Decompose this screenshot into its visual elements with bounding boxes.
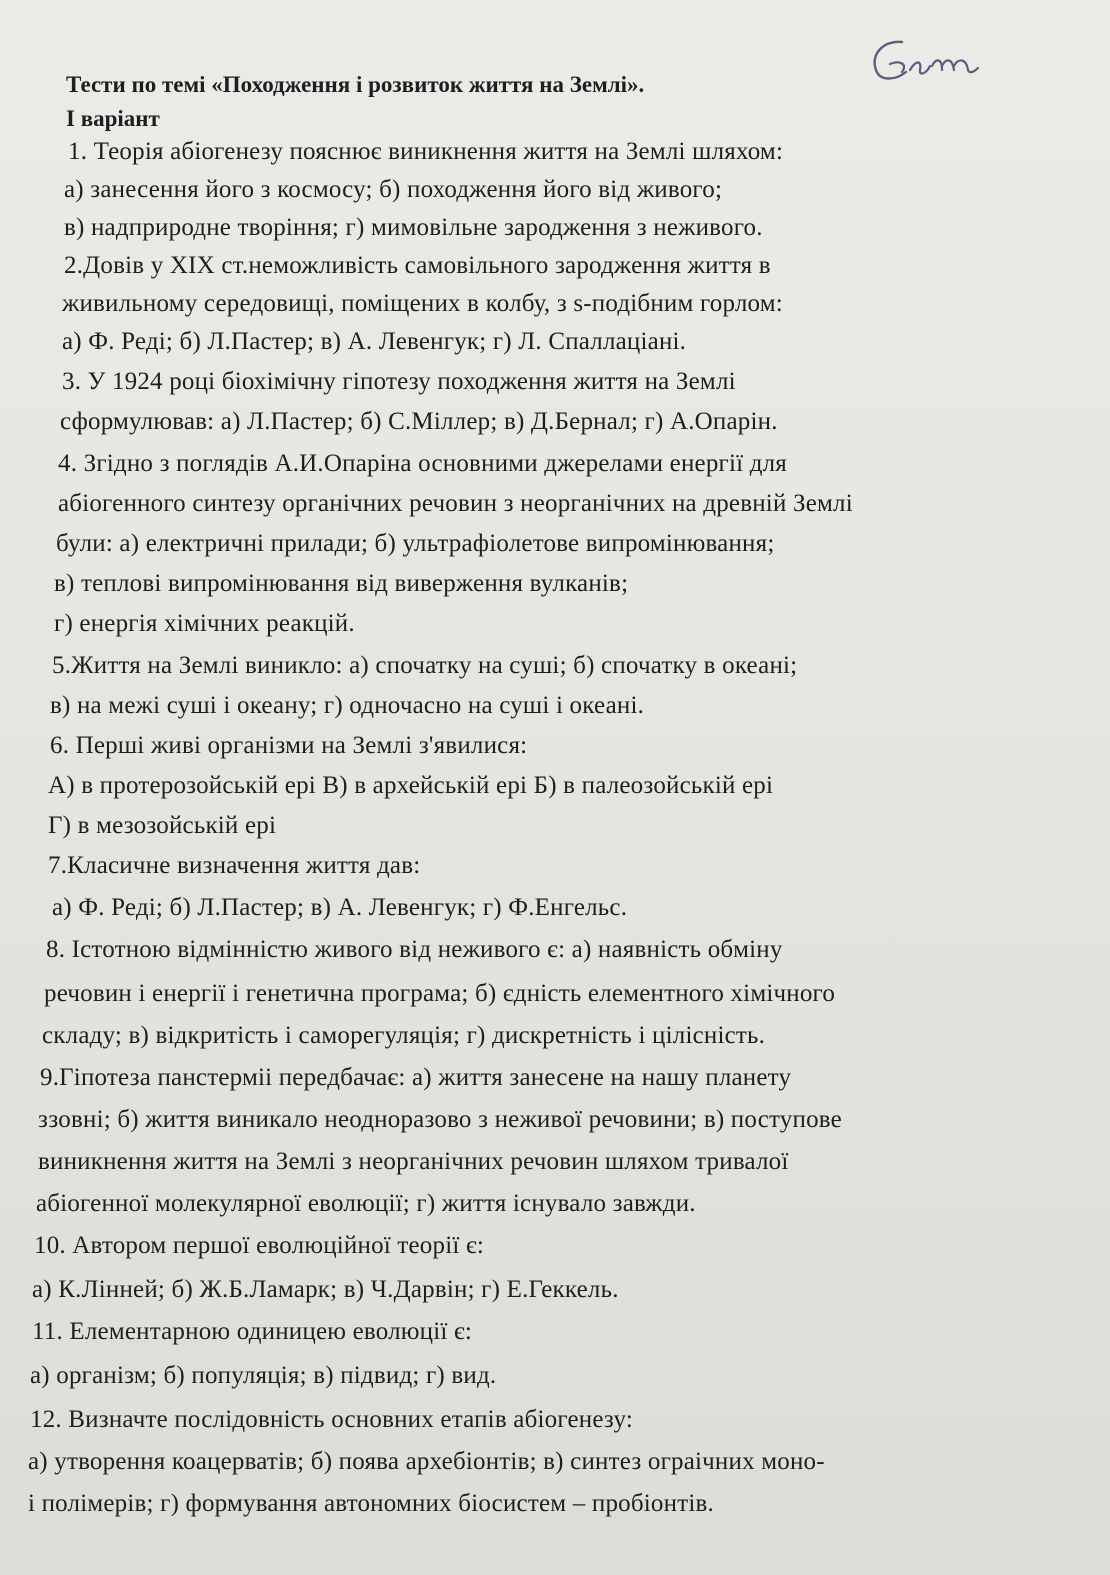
question-text-line: сформулював: а) Л.Пастер; б) С.Міллер; в) Д.Бернал; г) А.Опарін. bbox=[60, 408, 778, 435]
question-text-line: живильному середовищі, поміщених в колбу, з s-подібним горлом: bbox=[62, 290, 783, 317]
question-text-line: 5.Життя на Землі виникло: а) спочатку на суші; б) спочатку в океані; bbox=[52, 652, 798, 679]
question-text-line: 12. Визначте послідовність основних етапів абіогенезу: bbox=[30, 1406, 633, 1433]
question-text-line: 1. Теорія абіогенезу пояснює виникнення життя на Землі шляхом: bbox=[68, 138, 784, 165]
question-text-line: а) К.Лінней; б) Ж.Б.Ламарк; в) Ч.Дарвін; г) Е.Геккель. bbox=[32, 1276, 619, 1303]
question-text-line: складу; в) відкритість і саморегуляція; г) дискретність і цілісність. bbox=[42, 1022, 766, 1049]
question-text-line: абіогенного синтезу органічних речовин з неорганічних на древній Землі bbox=[58, 490, 853, 517]
question-text-line: абіогенної молекулярної еволюції; г) життя існувало завжди. bbox=[36, 1190, 696, 1217]
question-text-line: а) організм; б) популяція; в) підвид; г) вид. bbox=[30, 1362, 497, 1389]
question-text-line: а) утворення коацерватів; б) поява архебіонтів; в) синтез ограічних моно- bbox=[28, 1448, 825, 1475]
question-text-line: 7.Класичне визначення життя дав: bbox=[48, 852, 421, 879]
question-text-line: в) теплові випромінювання від виверження вулканів; bbox=[54, 570, 629, 597]
question-text-line: 8. Істотною відмінністю живого від неживого є: а) наявність обміну bbox=[46, 936, 783, 963]
question-text-line: 3. У 1924 році біохімічну гіпотезу походження життя на Землі bbox=[62, 368, 736, 395]
question-text-line: в) надприродне творіння; г) мимовільне зародження з неживого. bbox=[64, 214, 763, 241]
question-text-line: речовин і енергії і генетична програма; б) єдність елементного хімічного bbox=[44, 980, 836, 1007]
question-text-line: а) занесення його з космосу; б) походження його від живого; bbox=[64, 176, 723, 203]
handwritten-signature bbox=[862, 30, 992, 90]
test-variant: І варіант bbox=[66, 106, 160, 131]
question-text-line: і полімерів; г) формування автономних біосистем – пробіонтів. bbox=[28, 1490, 714, 1517]
question-text-line: 2.Довів у XIX ст.неможливість самовільного зародження життя в bbox=[64, 252, 771, 279]
question-text-line: А) в протерозойській ері В) в архейській ері Б) в палеозойській ері bbox=[48, 772, 774, 799]
question-text-line: ззовні; б) життя виникало неодноразово з неживої речовини; в) поступове bbox=[38, 1106, 842, 1133]
question-text-line: 9.Гіпотеза панстерміі передбачає: а) життя занесене на нашу планету bbox=[40, 1064, 792, 1091]
question-text-line: були: а) електричні прилади; б) ультрафіолетове випромінювання; bbox=[56, 530, 775, 557]
question-text-line: 10. Автором першої еволюційної теорії є: bbox=[34, 1232, 485, 1259]
test-title: Тести по темі «Походження і розвиток життя на Землі». bbox=[66, 72, 645, 97]
question-text-line: а) Ф. Реді; б) Л.Пастер; в) А. Левенгук; г) Ф.Енгельс. bbox=[52, 894, 628, 921]
question-text-line: а) Ф. Реді; б) Л.Пастер; в) А. Левенгук; г) Л. Спаллаціані. bbox=[62, 328, 687, 355]
question-text-line: 4. Згідно з поглядів А.И.Опаріна основними джерелами енергії для bbox=[58, 450, 788, 477]
question-text-line: 6. Перші живі організми на Землі з'явилися: bbox=[50, 732, 528, 759]
question-text-line: в) на межі суші і океану; г) одночасно на суші і океані. bbox=[50, 692, 645, 719]
question-text-line: Г) в мезозойській ері bbox=[48, 812, 277, 839]
question-text-line: виникнення життя на Землі з неорганічних речовин шляхом тривалої bbox=[38, 1148, 789, 1175]
question-text-line: г) енергія хімічних реакцій. bbox=[54, 610, 355, 637]
question-text-line: 11. Елементарною одиницею еволюції є: bbox=[32, 1318, 473, 1345]
